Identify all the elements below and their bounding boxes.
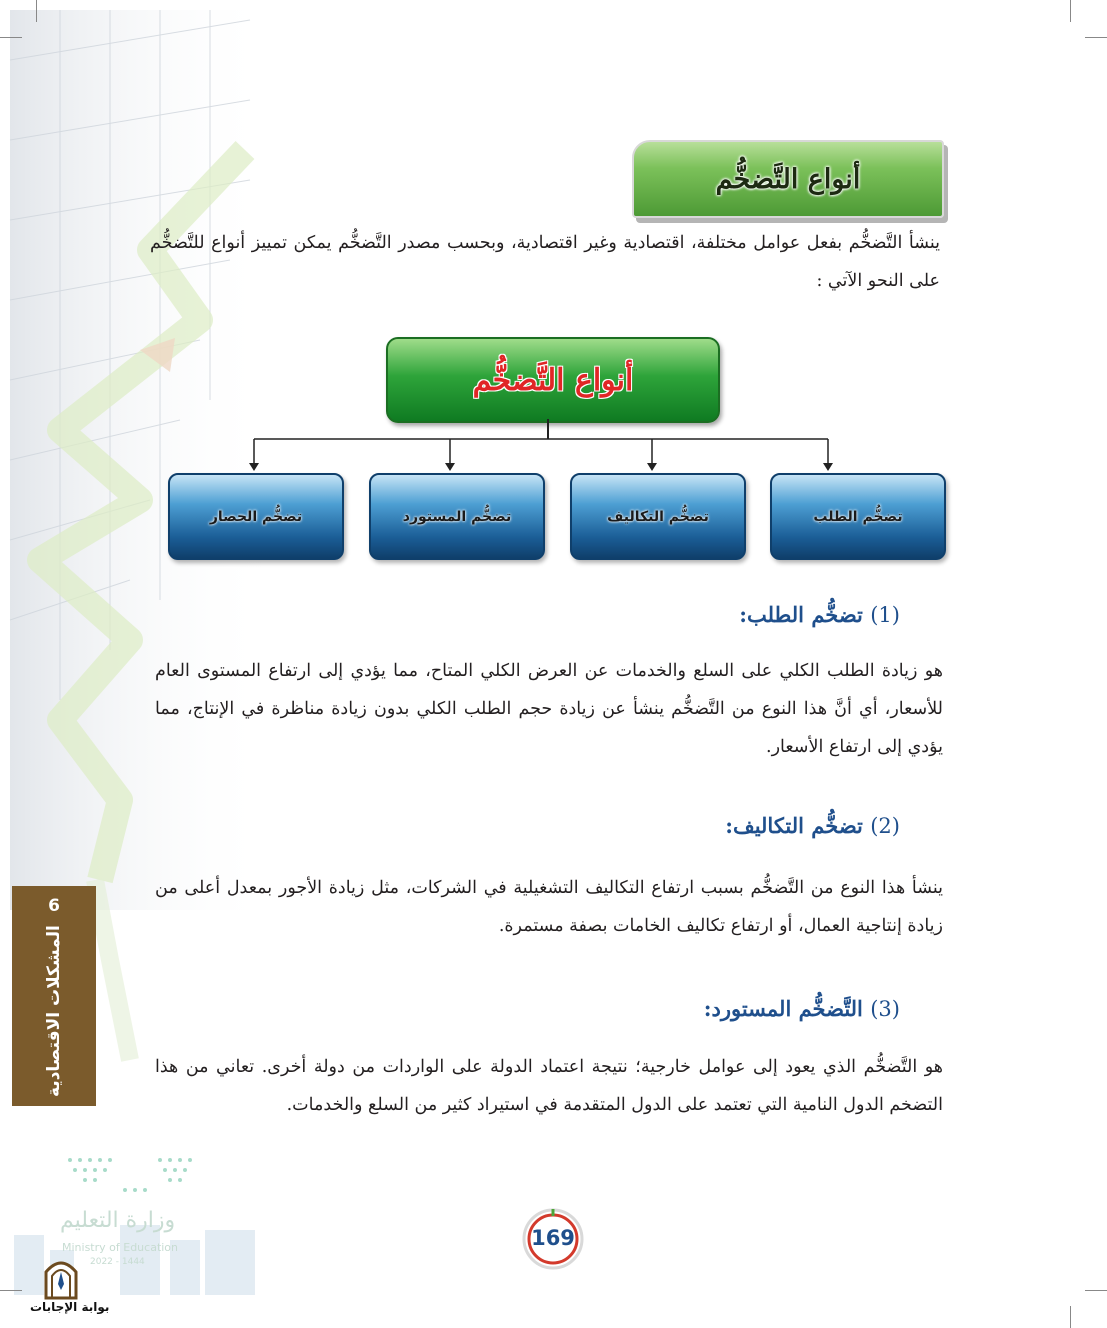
ministry-name-english: Ministry of Education (62, 1241, 179, 1254)
unit-side-tab (12, 886, 96, 1106)
diagram-box-imported (369, 473, 545, 560)
section-number: (3) (870, 997, 900, 1021)
diagram-box-costs (570, 473, 746, 560)
section-title: أنواع التَّضخُّم (715, 163, 861, 195)
section-heading (739, 602, 900, 627)
diagram-root-label: أنواع التَّضخُّم (472, 362, 634, 398)
ministry-year: 2022 - 1444 (90, 1257, 145, 1267)
diagram-box-label: تضخُّم الطلب (813, 508, 903, 525)
section-heading-text: تضخُّم التكاليف: (725, 813, 863, 838)
gate-logo-icon (42, 1254, 80, 1300)
section-number: (1) (870, 603, 900, 627)
crop-mark (1085, 1290, 1107, 1291)
section-heading-text: التَّضخُّم المستورد: (703, 996, 863, 1021)
unit-number: 6 (48, 896, 60, 916)
diagram-box-label: تضخُّم المستورد (402, 508, 512, 525)
diagram-root-box (386, 337, 720, 423)
section-body: ينشأ هذا النوع من التَّضخُّم بسبب ارتفاع التكاليف التشغيلية في الشركات، مثل زيادة الأجور بمعدل أعلى من زيادة إنتاجية العمال، أو ارتفاع تكاليف الخامات بصفة مستمرة. (155, 878, 943, 936)
crop-mark (36, 0, 37, 22)
crop-mark (1070, 0, 1071, 22)
watermark-label: بوابة الإجابات (30, 1300, 110, 1314)
diagram-box-label: تضخُّم التكاليف (607, 508, 709, 525)
diagram-box-blockade (168, 473, 344, 560)
crop-mark (1070, 1306, 1071, 1328)
diagram-box-label: تضخُّم الحصار (209, 508, 303, 525)
section-heading (704, 996, 900, 1021)
crop-mark (0, 37, 22, 38)
unit-title: المشكلات الاقتصادية (44, 925, 64, 1097)
section-heading (725, 813, 900, 838)
section-body: هو التَّضخُّم الذي يعود إلى عوامل خارجية؛ نتيجة اعتماد الدولة على الواردات من دولة أخرى. تعاني من هذا التضخم الدول النامية التي تعتمد على الدول المتقدمة في استيراد كثير من السلع والخدمات. (155, 1057, 943, 1115)
diagram-connectors (240, 415, 840, 475)
diagram-box-demand (770, 473, 946, 560)
crop-mark (0, 1290, 22, 1291)
section-heading-text: تضخُّم الطلب: (739, 602, 863, 627)
section-title-banner (632, 140, 944, 218)
section-body: هو زيادة الطلب الكلي على السلع والخدمات عن العرض الكلي المتاح، مما يؤدي إلى ارتفاع المستوى العام للأسعار، أي أنَّ هذا النوع من التَّضخُّم ينشأ عن زيادة حجم الطلب الكلي بدون زيادة مناظرة في الإنتاج، مما يؤدي إلى ارتفاع الأسعار. (155, 661, 943, 757)
crop-mark (1085, 37, 1107, 38)
page-number: 169 (531, 1226, 575, 1250)
intro-paragraph: ينشأ التَّضخُّم بفعل عوامل مختلفة، اقتصادية وغير اقتصادية، وبحسب مصدر التَّضخُّم يمكن تمييز أنواع للتَّضخُّم على النحو الآتي : (150, 233, 940, 291)
ministry-name-arabic: وزارة التعليم (60, 1208, 176, 1233)
page-number-badge (520, 1206, 586, 1272)
section-number: (2) (870, 814, 900, 838)
